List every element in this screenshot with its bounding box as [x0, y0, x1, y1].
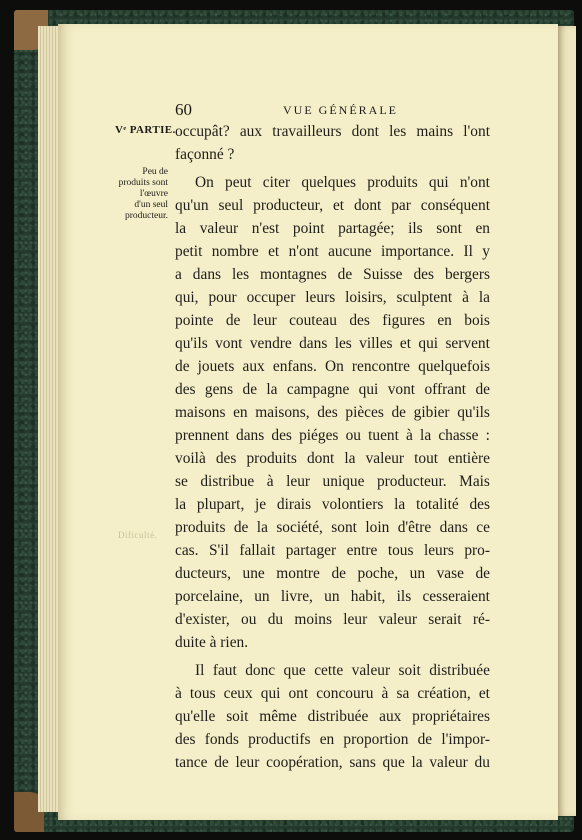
text-line: d'exister, ou du moins leur valeur serait ré- [175, 611, 490, 628]
show-through-margin-text: Dificulté. [118, 530, 158, 540]
text-line: ducteurs, une montre de poche, un vase de [175, 565, 490, 582]
text-line: la plupart, je dirais volontiers la totalité des [175, 496, 490, 513]
facing-page-edge [558, 26, 576, 816]
marginal-note-line: d'un seul [134, 200, 168, 210]
text-line: maisons en maisons, des pièces de gibier qu'ils [175, 404, 490, 421]
text-line: qu'elle soit même distribuée aux propriétaires [175, 708, 490, 725]
text-line: prennent dans des piéges ou tuent à la chasse : [175, 427, 490, 444]
text-line: la valeur n'est point partagée; ils sont en [175, 220, 490, 237]
text-line: pointe de leur couteau des figures en bois [175, 312, 490, 329]
text-line: des fonds productifs en proportion de l'impor- [175, 731, 490, 748]
text-line: Il faut donc que cette valeur soit distribuée [195, 662, 490, 679]
text-line: petit nombre et n'ont aucune importance. Il y [175, 243, 490, 260]
text-line: qu'un seul producteur, et dont par conséquent [175, 197, 490, 214]
text-line: cas. S'il fallait partager entre tous leurs pro- [175, 542, 490, 559]
page-edges [38, 26, 60, 812]
text-line: qu'ils vont vendre dans les villes et qui servent [175, 335, 490, 352]
marginal-note [108, 167, 168, 222]
text-line: produits de la société, sont loin d'être dans ce [175, 519, 490, 536]
page-number: 60 [175, 100, 192, 119]
marginal-note-line: produits sont [118, 178, 168, 188]
text-line: façonné ? [175, 146, 235, 163]
text-line: se distribue à leur unique producteur. Mais [175, 473, 490, 490]
text-line: a dans les montagnes de Suisse des bergers [175, 266, 490, 283]
text-line: voilà des produits dont la valeur tout entière [175, 450, 490, 467]
text-line: des gens de la campagne qui vont offrant de [175, 381, 490, 398]
text-line: porcelaine, un livre, un habit, ils cesseraient [175, 588, 490, 605]
text-line: qui, pour occuper leurs loisirs, sculptent à la [175, 289, 490, 306]
body-text [175, 120, 490, 774]
text-line: tance de leur coopération, sans que la valeur du [175, 754, 490, 771]
text-line: occupât? aux travailleurs dont les mains l'ont [175, 123, 490, 140]
text-line: à tous ceux qui ont concouru à sa création, et [175, 685, 490, 702]
part-label: Vᵉ PARTIE. [115, 124, 176, 136]
marginal-note-line: l'œuvre [139, 189, 168, 199]
marginal-note-line: Peu de [142, 167, 168, 177]
marginal-note-line: producteur. [124, 211, 168, 221]
text-line: On peut citer quelques produits qui n'ont [195, 174, 490, 191]
text-line: de jouets aux enfans. On rencontre quelquefois [175, 358, 490, 375]
running-head: VUE GÉNÉRALE [283, 103, 398, 117]
text-line: duite à rien. [175, 634, 249, 651]
page-header [175, 100, 490, 120]
